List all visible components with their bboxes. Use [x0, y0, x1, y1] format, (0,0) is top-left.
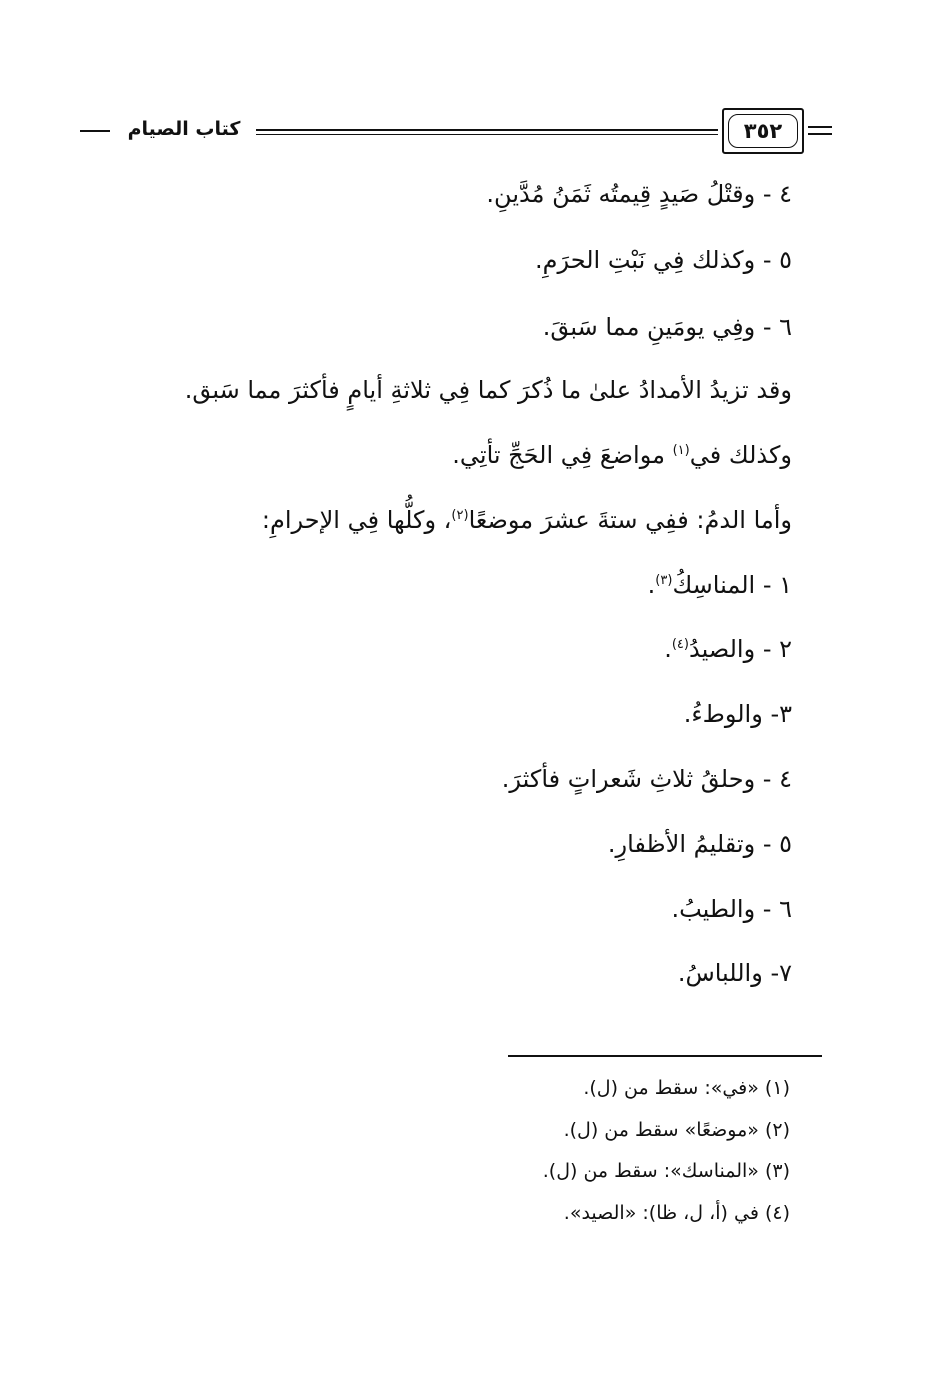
- list-item-with-footnote-ref: [648, 568, 792, 602]
- header-rule-middle: [256, 129, 718, 131]
- text-line: وقد تزيدُ الأمدادُ علىٰ ما ذُكرَ كما فِي ثلاثةِ أيامٍ فأكثرَ مما سَبق.: [184, 376, 792, 404]
- text-line: ٦ - وفِي يومَينِ مما سَبقَ.: [542, 313, 792, 341]
- list-item-with-footnote-ref: [664, 632, 792, 666]
- page-number: ٣٥٢: [728, 114, 798, 148]
- text-line-with-footnote-ref: [452, 438, 792, 472]
- running-title: كتاب الصيام: [127, 118, 241, 140]
- page-number-frame: [722, 108, 804, 154]
- footnote: (٤) في (أ، ل، ظا): «الصيد».: [563, 1202, 790, 1224]
- text-segment: مواضعَ فِي الحَجِّ تأتِي.: [452, 441, 673, 469]
- list-item: ٣- والوطءُ.: [683, 700, 792, 728]
- header-rule-left-short: [80, 130, 110, 132]
- list-item: ٦ - والطيبُ.: [671, 895, 792, 923]
- text-segment: وأما الدمُ: ففِي ستةَ عشرَ موضعًا: [468, 506, 792, 534]
- footnote-ref: (٤): [671, 637, 689, 652]
- footnote: (٣) «المناسك»: سقط من (ل).: [542, 1160, 790, 1182]
- list-item: ٥ - وتقليمُ الأظفارِ.: [607, 830, 792, 858]
- text-segment: ١ - المناسِكُ: [672, 571, 792, 599]
- footnote-ref: (١): [672, 443, 690, 458]
- header-rule-right: [808, 126, 832, 128]
- text-line: ٤ - وقتْلُ صَيدٍ قِيمتُه ثَمَنُ مُدَّينِ.: [486, 180, 792, 208]
- footnote-separator: [508, 1055, 822, 1057]
- list-item: ٧- واللباسُ.: [677, 959, 792, 987]
- text-segment: ٢ - والصيدُ: [688, 635, 792, 663]
- footnote-ref: (٢): [451, 508, 469, 523]
- text-line: ٥ - وكذلك فِي نَبْتِ الحرَمِ.: [534, 246, 792, 274]
- text-line-with-footnote-ref: [262, 503, 792, 537]
- header-rule-middle-under: [256, 134, 718, 135]
- text-segment: .: [647, 571, 656, 599]
- text-segment: .: [664, 635, 672, 663]
- text-segment: وكذلك في: [689, 441, 792, 469]
- footnote: (٢) «موضعًا» سقط من (ل).: [563, 1119, 790, 1141]
- page-header: [80, 108, 832, 160]
- footnote: (١) «في»: سقط من (ل).: [583, 1077, 790, 1099]
- header-rule-right-under: [808, 133, 832, 135]
- list-item: ٤ - وحلقُ ثلاثِ شَعراتٍ فأكثرَ.: [501, 765, 792, 793]
- footnote-ref: (٣): [655, 573, 673, 588]
- text-segment: ، وكلُّها فِي الإحرامِ:: [261, 506, 452, 534]
